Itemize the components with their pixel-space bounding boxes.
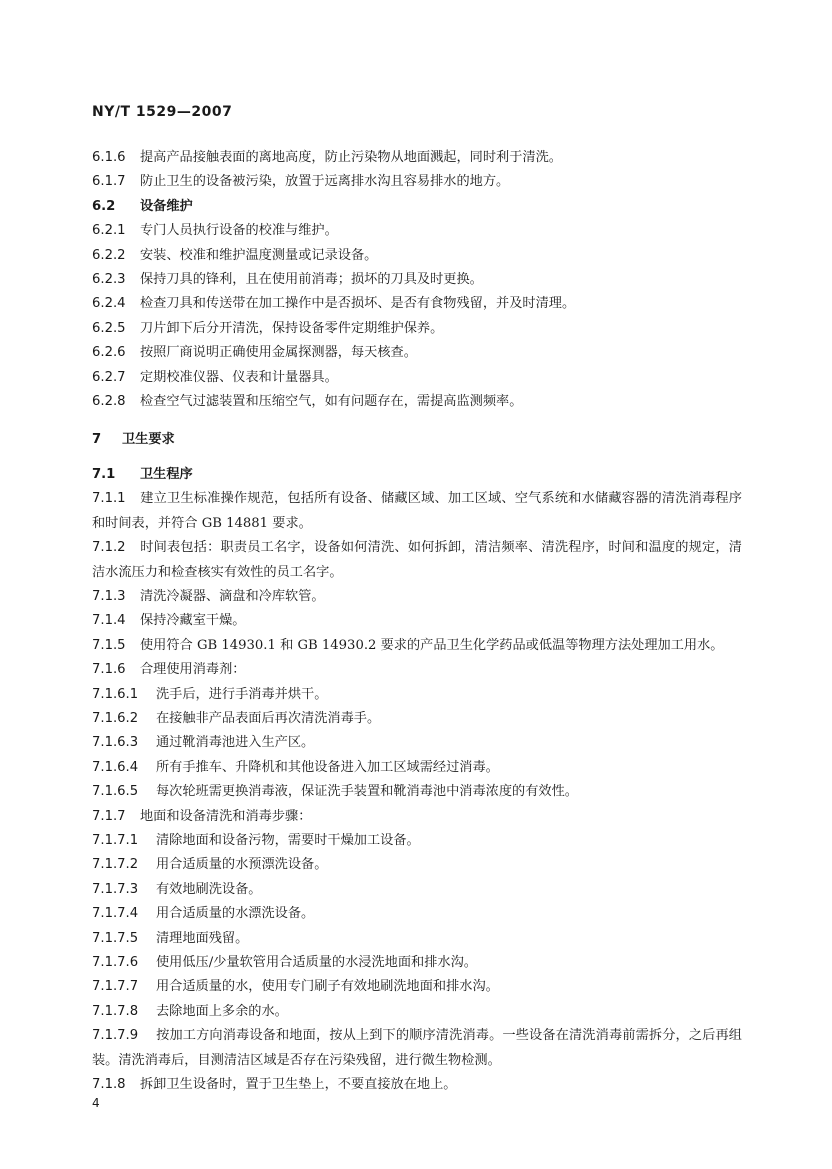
clause-number: 7.1.6.1 [92,686,139,702]
clause-text: 所有手推车、升降机和其他设备进入加工区域需经过消毒。 [156,759,499,775]
clause-text: 洗手后，进行手消毒并烘干。 [156,686,328,702]
clause-6-1-7 [92,170,742,194]
clause-number: 7.1.7.3 [92,881,139,897]
clause-text: 刀片卸下后分开清洗，保持设备零件定期维护保养。 [140,320,444,336]
clause-7-1-7-9 [92,1024,742,1073]
clause-7-1-7-7 [92,975,742,999]
clause-text: 清除地面和设备污物，需要时干燥加工设备。 [156,832,420,848]
clause-number: 7.1.5 [92,637,126,653]
section-number: 7 [92,432,102,448]
clause-7-1-6-1 [92,683,742,707]
clause-6-1-6 [92,146,742,170]
clause-7-1-6-3 [92,731,742,755]
clause-number: 7.1.4 [92,613,126,629]
clause-6-2-5 [92,317,742,341]
clause-number: 7.1.1 [92,491,126,507]
clause-7-1-7 [92,805,742,829]
clause-6-2-2 [92,244,742,268]
clause-number: 7.1.7.2 [92,857,139,873]
clause-text: 保持刀具的锋利，且在使用前消毒；损坏的刀具及时更换。 [140,272,483,288]
clause-text: 防止卫生的设备被污染，放置于远离排水沟且容易排水的地方。 [140,174,510,190]
clause-7-1-6 [92,658,742,682]
clause-text: 用合适质量的水漂洗设备。 [156,906,315,922]
heading-text: 卫生程序 [140,466,193,482]
clause-text: 按照厂商说明正确使用金属探测器，每天核查。 [140,345,417,361]
clause-number: 6.2.7 [92,369,126,385]
clause-7-1-4 [92,609,742,633]
clause-7-1-6-4 [92,756,742,780]
clause-7-1-7-4 [92,902,742,926]
clause-text: 使用符合 GB 14930.1 和 GB 14930.2 要求的产品卫生化学药品或低温等物理方法处理加工用水。 [140,637,724,653]
clause-number: 7.1.7.6 [92,955,139,970]
clause-text: 去除地面上多余的水。 [156,1003,288,1019]
clause-number: 7.1.7.8 [92,1003,139,1019]
clause-text: 建立卫生标准操作规范，包括所有设备、储藏区域、加工区域、空气系统和水储藏容器的清洗消毒程序和时间表，并符合 GB 14881 要求。 [92,491,742,531]
clause-text: 时间表包括：职责员工名字，设备如何清洗、如何拆卸，清洁频率、清洗程序，时间和温度的规定，清洁水流压力和检查核实有效性的员工名字。 [92,540,742,580]
clause-number: 6.2.1 [92,223,126,239]
clause-7-1-3 [92,585,742,609]
page-number: 4 [92,1096,100,1110]
clause-number: 6.2 [92,198,116,214]
heading-6-2 [92,195,742,219]
clause-7-1-8 [92,1073,742,1097]
clause-text: 保持冷藏室干燥。 [140,613,246,629]
clause-number: 6.2.8 [92,394,126,410]
clause-text: 每次轮班需更换消毒液，保证洗手装置和靴消毒池中消毒浓度的有效性。 [156,784,578,800]
clause-7-1-7-2 [92,853,742,877]
clause-text: 在接触非产品表面后再次清洗消毒手。 [156,710,381,726]
standard-header: NY/T 1529—2007 [92,104,233,120]
heading-text: 设备维护 [140,198,193,214]
clause-number: 7.1.7.9 [92,1028,139,1044]
clause-number: 7.1.6.4 [92,759,139,775]
clause-number: 7.1.6.2 [92,710,139,726]
clause-text: 定期校准仪器、仪表和计量器具。 [140,369,338,385]
clause-number: 7.1.7.1 [92,832,139,848]
clause-text: 用合适质量的水，使用专门刷子有效地刷洗地面和排水沟。 [156,979,499,995]
clause-number: 6.2.5 [92,320,126,336]
clause-text: 拆卸卫生设备时，置于卫生垫上，不要直接放在地上。 [140,1077,457,1093]
clause-text: 使用低压/少量软管用合适质量的水浸洗地面和排水沟。 [156,955,477,970]
clause-text: 用合适质量的水预漂洗设备。 [156,857,328,873]
section-7-heading [92,428,742,452]
clause-text: 通过靴消毒池进入生产区。 [156,735,315,751]
clause-text: 清洗冷凝器、滴盘和冷库软管。 [140,588,325,604]
clause-text: 有效地刷洗设备。 [156,881,262,897]
clause-number: 6.2.6 [92,345,126,361]
clause-6-2-8 [92,390,742,414]
clause-number: 6.2.3 [92,272,126,288]
clause-text: 检查刀具和传送带在加工操作中是否损坏、是否有食物残留，并及时清理。 [140,296,576,312]
clause-number: 7.1.7 [92,808,126,824]
clause-7-1-5 [92,634,742,658]
clause-number: 7.1.8 [92,1077,126,1093]
clause-number: 7.1.6 [92,662,126,678]
clause-number: 7.1.6.5 [92,784,139,800]
clause-7-1-1 [92,487,742,536]
clause-number: 7.1.7.4 [92,906,139,922]
section-title: 卫生要求 [122,432,175,448]
clause-7-1-7-1 [92,829,742,853]
clause-number: 7.1 [92,466,116,482]
clause-6-2-4 [92,292,742,316]
clause-text: 提高产品接触表面的离地高度，防止污染物从地面溅起，同时利于清洗。 [140,150,562,165]
clause-number: 6.2.2 [92,247,126,263]
clause-number: 6.2.4 [92,296,126,312]
clause-text: 专门人员执行设备的校准与维护。 [140,223,338,239]
clause-7-1-7-6 [92,951,742,975]
document-body [92,146,742,1097]
clause-text: 清理地面残留。 [156,930,249,946]
clause-text: 按加工方向消毒设备和地面，按从上到下的顺序清洗消毒。一些设备在清洗消毒前需拆分，之后再组装。清洗消毒后，目测清洁区域是否存在污染残留，进行微生物检测。 [92,1028,742,1068]
clause-6-2-7 [92,366,742,390]
clause-7-1-6-5 [92,780,742,804]
clause-7-1-6-2 [92,707,742,731]
clause-text: 地面和设备清洗和消毒步骤： [140,808,312,824]
clause-6-2-6 [92,341,742,365]
clause-7-1-7-8 [92,1000,742,1024]
clause-number: 6.1.7 [92,174,126,190]
clause-number: 7.1.2 [92,540,126,556]
clause-text: 安装、校准和维护温度测量或记录设备。 [140,247,378,263]
clause-text: 检查空气过滤装置和压缩空气，如有问题存在，需提高监测频率。 [140,394,523,410]
clause-number: 7.1.7.5 [92,930,139,946]
clause-6-2-3 [92,268,742,292]
clause-number: 7.1.3 [92,588,126,604]
heading-7-1 [92,463,742,487]
clause-7-1-7-3 [92,878,742,902]
clause-7-1-2 [92,536,742,585]
clause-6-2-1 [92,219,742,243]
clause-7-1-7-5 [92,927,742,951]
clause-number: 6.1.6 [92,150,126,165]
clause-number: 7.1.6.3 [92,735,139,751]
clause-number: 7.1.7.7 [92,979,139,995]
clause-text: 合理使用消毒剂： [140,662,246,678]
